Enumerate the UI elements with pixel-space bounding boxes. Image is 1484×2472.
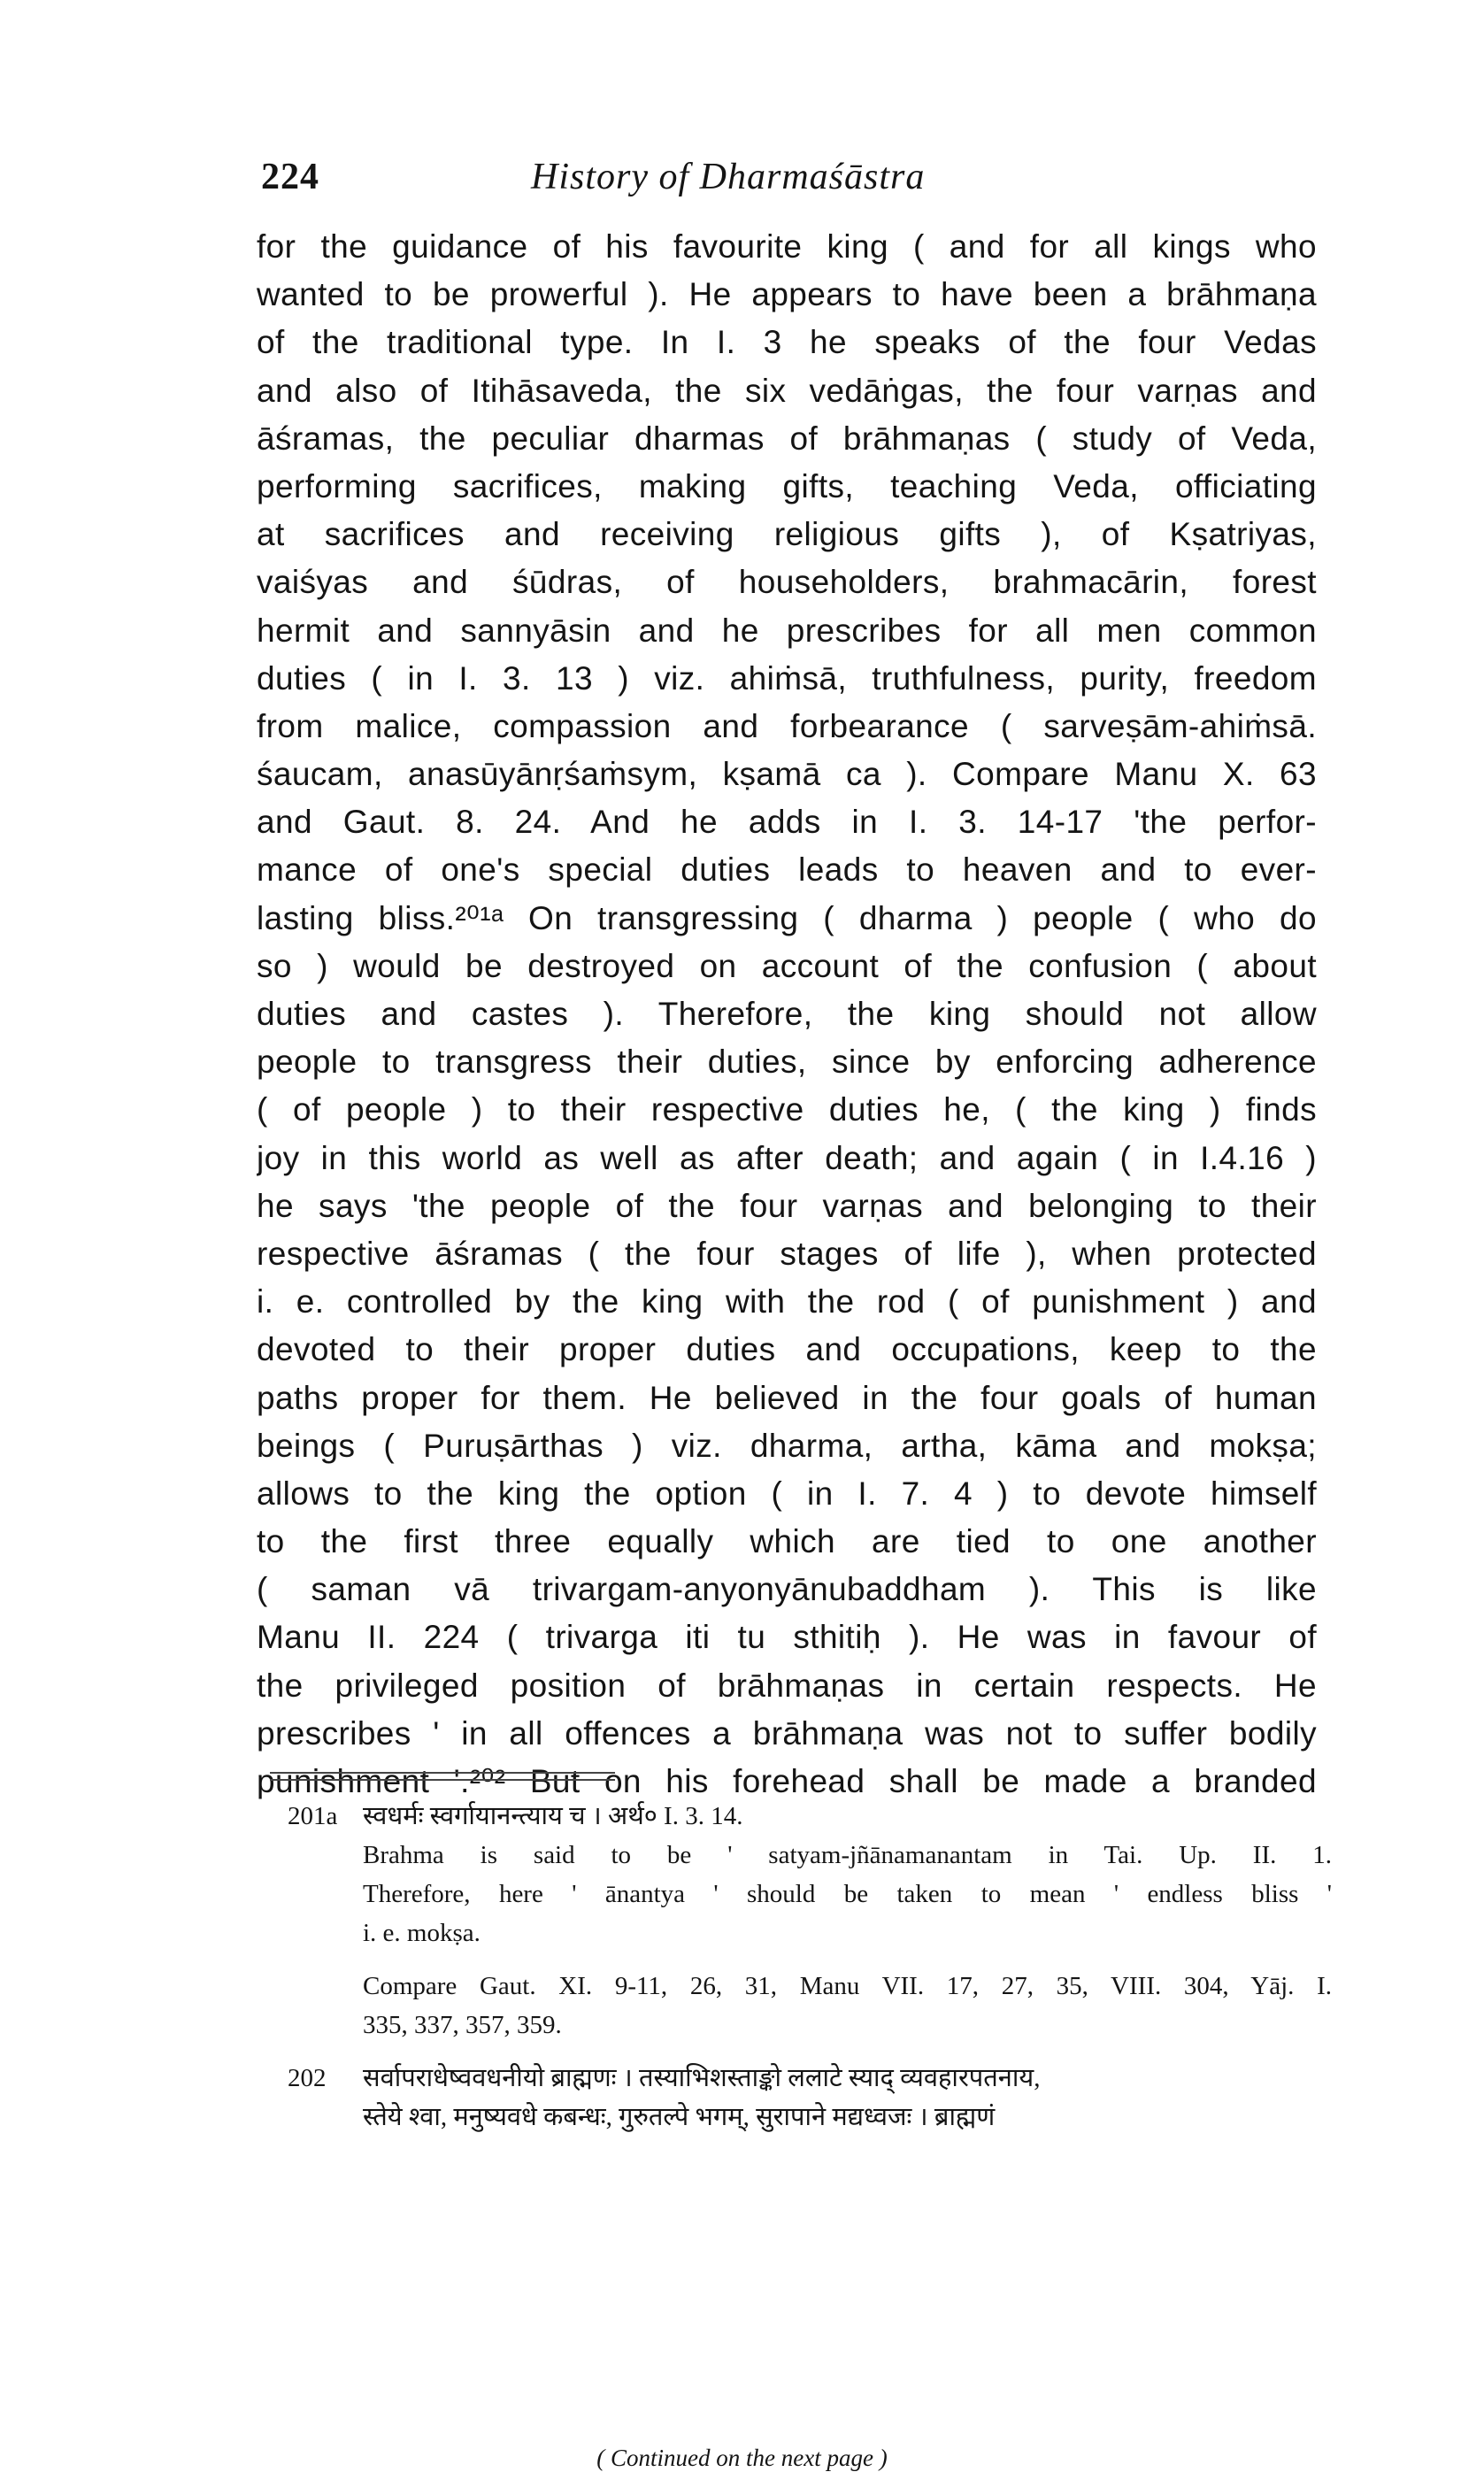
body-line: performing sacrifices, making gifts, teaching Veda, officiating bbox=[257, 467, 1317, 504]
body-line: paths proper for them. He believed in the four goals of human bbox=[257, 1379, 1317, 1416]
body-line: and Gaut. 8. 24. And he adds in I. 3. 14-17 'the perfor- bbox=[257, 804, 1317, 841]
body-line: devoted to their proper duties and occupations, keep to the bbox=[257, 1331, 1317, 1368]
body-line: vaiśyas and śūdras, of householders, brahmacārin, forest bbox=[257, 564, 1317, 601]
body-line: from malice, compassion and forbearance ( sarveṣām-ahiṁsā. bbox=[257, 707, 1317, 744]
body-line: so ) would be destroyed on account of the confusion ( about bbox=[257, 947, 1317, 984]
running-head bbox=[0, 156, 1484, 209]
footnote-202-heading bbox=[288, 2059, 1332, 2098]
body-line: respective āśramas ( the four stages of life ), when protected bbox=[257, 1235, 1317, 1272]
footnote-marker: 201a bbox=[288, 1802, 338, 1830]
body-line: duties ( in I. 3. 13 ) viz. ahiṁsā, truthfulness, purity, freedom bbox=[257, 659, 1317, 697]
body-line: hermit and sannyāsin and he prescribes for all men common bbox=[257, 612, 1317, 649]
footnote-line: i. e. mokṣa. bbox=[363, 1919, 481, 1947]
body-line: wanted to be prowerful ). He appears to have been a brāhmaṇa bbox=[257, 276, 1317, 313]
footnote-201a-heading bbox=[288, 1797, 1332, 1836]
body-line: for the guidance of his favourite king ( and for all kings who bbox=[257, 228, 1317, 265]
body-line: āśramas, the peculiar dharmas of brāhmaṇas ( study of Veda, bbox=[257, 420, 1317, 457]
body-line: and also of Itihāsaveda, the six vedāṅgas, the four varṇas and bbox=[257, 372, 1317, 409]
body-line: i. e. controlled by the king with the rod ( of punishment ) and bbox=[257, 1283, 1317, 1321]
footnote-sanskrit-line: स्तेये श्वा, मनुष्यवधे कबन्धः, गुरुतल्पे भगम्, सुरापाने मद्यध्वजः । ब्राह्मणं bbox=[363, 2103, 996, 2131]
body-line: to the first three equally which are tied to one another bbox=[257, 1523, 1317, 1560]
body-line: beings ( Puruṣārthas ) viz. dharma, artha, kāma and mokṣa; bbox=[257, 1427, 1317, 1464]
body-line: duties and castes ). Therefore, the king should not allow bbox=[257, 996, 1317, 1032]
body-line: punishment '.²⁰² But on his forehead shall be made a branded bbox=[257, 1763, 1317, 1799]
footnotes bbox=[288, 1797, 1332, 2137]
footnote-sanskrit-text: सर्वापराधेष्ववधनीयो ब्राह्मणः । तस्याभिशस्ताङ्को ललाटे स्याद् व्यवहारपतनाय, bbox=[363, 2064, 1041, 2092]
body-line: the privileged position of brāhmaṇas in certain respects. He bbox=[257, 1667, 1317, 1704]
footnote-line: Therefore, here ' ānantya ' should be taken to mean ' endless bliss ' bbox=[363, 1880, 1332, 1908]
body-line: lasting bliss.²⁰¹ᵃ On transgressing ( dharma ) people ( who do bbox=[257, 899, 1317, 936]
footnote-marker: 202 bbox=[288, 2064, 327, 2092]
body-line: śaucam, anasūyānṛśaṁsym, kṣamā ca ). Compare Manu X. 63 bbox=[257, 756, 1317, 793]
body-line: of the traditional type. In I. 3 he speaks of the four Vedas bbox=[257, 324, 1317, 361]
continued-note: ( Continued on the next page ) bbox=[596, 2445, 888, 2471]
body-line: ( of people ) to their respective duties he, ( the king ) finds bbox=[257, 1091, 1317, 1128]
footnote-line: Compare Gaut. XI. 9-11, 26, 31, Manu VII. 17, 27, 35, VIII. 304, Yāj. I. bbox=[363, 1972, 1332, 2000]
body-line: he says 'the people of the four varṇas and belonging to their bbox=[257, 1187, 1317, 1224]
body-line: ( saman vā trivargam-anyonyānubaddham ). This is like bbox=[257, 1571, 1317, 1608]
body-line: mance of one's special duties leads to heaven and to ever- bbox=[257, 851, 1317, 889]
page-number: 224 bbox=[261, 157, 319, 197]
footnote-divider bbox=[270, 1772, 615, 1781]
body-line: prescribes ' in all offences a brāhmaṇa was not to suffer bodily bbox=[257, 1714, 1317, 1752]
body-line: Manu II. 224 ( trivarga iti tu sthitiḥ ). He was in favour of bbox=[257, 1619, 1317, 1656]
body-text bbox=[257, 223, 1317, 1806]
running-title: History of Dharmaśāstra bbox=[531, 157, 926, 197]
footnote-line: 335, 337, 357, 359. bbox=[363, 2011, 562, 2039]
body-line: at sacrifices and receiving religious gifts ), of Kṣatriyas, bbox=[257, 516, 1317, 553]
footnote-sanskrit-text: स्वधर्मः स्वर्गायानन्त्याय च । अर्थ० I. 3. 14. bbox=[363, 1802, 743, 1830]
body-line: joy in this world as well as after death; and again ( in I.4.16 ) bbox=[257, 1139, 1317, 1176]
body-line: people to transgress their duties, since by enforcing adherence bbox=[257, 1043, 1317, 1081]
body-line: allows to the king the option ( in I. 7. 4 ) to devote himself bbox=[257, 1475, 1317, 1512]
footnote-line: Brahma is said to be ' satyam-jñānamanantam in Tai. Up. II. 1. bbox=[363, 1841, 1332, 1869]
